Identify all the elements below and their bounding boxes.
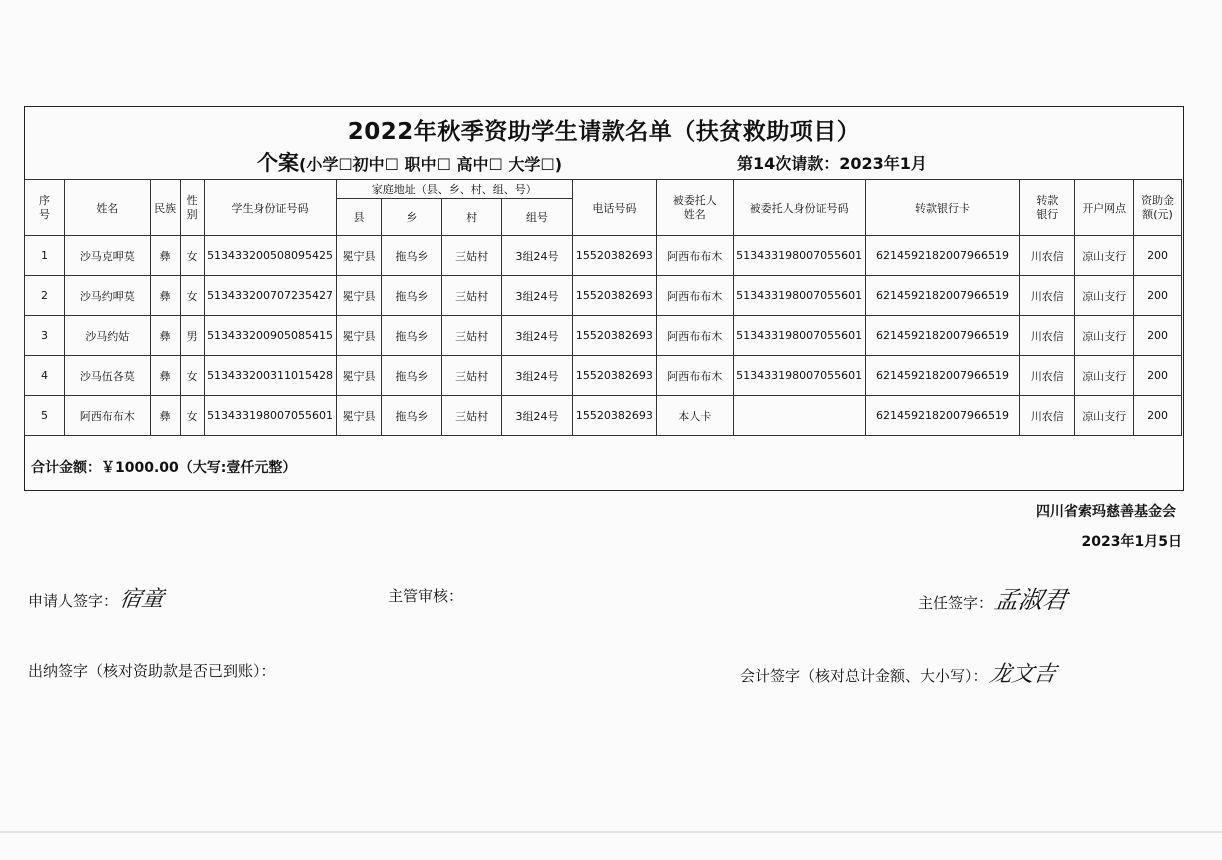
cell-trustee: 阿西布布木 — [656, 356, 733, 396]
cell-township: 拖乌乡 — [382, 276, 442, 316]
cell-bank: 川农信 — [1020, 276, 1075, 316]
supervisor-label: 主管审核： — [388, 587, 464, 605]
cell-name: 沙马克呷莫 — [64, 236, 150, 276]
header-township: 乡 — [382, 199, 442, 236]
cell-name: 沙马约呷莫 — [64, 276, 150, 316]
cell-amount: 200 — [1134, 316, 1182, 356]
header-ethnic: 民族 — [150, 180, 180, 236]
director-sign: 孟淑君 — [992, 586, 1069, 614]
cell-amount: 200 — [1134, 396, 1182, 436]
cell-seq: 2 — [25, 276, 65, 316]
cell-bank-card: 6214592182007966519 — [865, 236, 1020, 276]
cell-ethnic: 彝 — [150, 236, 180, 276]
page-bottom-rule — [0, 831, 1222, 833]
director-signature — [918, 580, 1067, 615]
cell-trustee-id — [733, 396, 865, 436]
applicant-label: 申请人签字： — [28, 592, 119, 610]
header-village: 村 — [442, 199, 502, 236]
header-trustee: 被委托人姓名 — [656, 180, 733, 236]
cell-gender: 女 — [180, 396, 204, 436]
header-amount: 资助金额(元) — [1134, 180, 1182, 236]
cell-branch: 凉山支行 — [1075, 396, 1134, 436]
cell-trustee-id: 513433198007055601 — [733, 276, 865, 316]
cell-group: 3组24号 — [502, 236, 573, 276]
cell-group: 3组24号 — [502, 316, 573, 356]
cell-phone: 15520382693 — [572, 276, 656, 316]
table-row — [25, 276, 1182, 316]
cell-trustee-id: 513433198007055601 — [733, 316, 865, 356]
cell-ethnic: 彝 — [150, 276, 180, 316]
cell-name: 沙马约姑 — [64, 316, 150, 356]
header-trustee-id: 被委托人身份证号码 — [733, 180, 865, 236]
cell-student-id: 513433200707235427 — [204, 276, 336, 316]
cell-trustee: 阿西布布木 — [656, 236, 733, 276]
cell-student-id: 513433198007055601 — [204, 396, 336, 436]
organization-name: 四川省索玛慈善基金会 — [1036, 504, 1176, 520]
cell-group: 3组24号 — [502, 356, 573, 396]
cell-branch: 凉山支行 — [1075, 316, 1134, 356]
cell-amount: 200 — [1134, 356, 1182, 396]
header-address: 家庭地址（县、乡、村、组、号） — [336, 180, 572, 199]
cell-phone: 15520382693 — [572, 236, 656, 276]
cell-bank: 川农信 — [1020, 356, 1075, 396]
cell-bank: 川农信 — [1020, 316, 1075, 356]
cell-trustee: 阿西布布木 — [656, 276, 733, 316]
cell-county: 冕宁县 — [336, 396, 382, 436]
applicant-sign: 宿童 — [117, 587, 166, 612]
cashier-signature — [28, 660, 276, 681]
cell-amount: 200 — [1134, 276, 1182, 316]
table-row — [25, 236, 1182, 276]
cell-bank-card: 6214592182007966519 — [865, 276, 1020, 316]
school-level-options: (小学☐初中☐ 职中☐ 高中☐ 大学☐) — [299, 155, 563, 174]
cell-county: 冕宁县 — [336, 356, 382, 396]
cell-village: 三姑村 — [442, 356, 502, 396]
issue-label: 第14次请款：2023年1月 — [737, 154, 927, 173]
header-student-id: 学生身份证号码 — [204, 180, 336, 236]
cell-phone: 15520382693 — [572, 396, 656, 436]
cell-seq: 4 — [25, 356, 65, 396]
form-title: 2022年秋季资助学生请款名单（扶贫救助项目） — [347, 119, 861, 145]
cell-township: 拖乌乡 — [382, 396, 442, 436]
cell-ethnic: 彝 — [150, 396, 180, 436]
accountant-label: 会计签字（核对总计金额、大小写）： — [740, 667, 988, 685]
header-name: 姓名 — [64, 180, 150, 236]
table-body — [25, 236, 1182, 436]
cell-group: 3组24号 — [502, 276, 573, 316]
cell-branch: 凉山支行 — [1075, 276, 1134, 316]
student-table — [24, 179, 1182, 436]
cell-student-id: 513433200508095425 — [204, 236, 336, 276]
cashier-label: 出纳签字（核对资助款是否已到账）： — [28, 662, 276, 680]
cell-bank: 川农信 — [1020, 236, 1075, 276]
applicant-signature — [28, 582, 164, 613]
cell-seq: 5 — [25, 396, 65, 436]
accountant-signature — [740, 657, 1056, 688]
header-phone: 电话号码 — [572, 180, 656, 236]
table-row — [25, 396, 1182, 436]
cell-student-id: 513433200311015428 — [204, 356, 336, 396]
cell-gender: 女 — [180, 276, 204, 316]
table-row — [25, 316, 1182, 356]
cell-township: 拖乌乡 — [382, 316, 442, 356]
cell-trustee: 阿西布布木 — [656, 316, 733, 356]
cell-gender: 女 — [180, 236, 204, 276]
cell-phone: 15520382693 — [572, 356, 656, 396]
cell-ethnic: 彝 — [150, 356, 180, 396]
cell-group: 3组24号 — [502, 396, 573, 436]
header-bank: 转款银行 — [1020, 180, 1075, 236]
table-row — [25, 356, 1182, 396]
header-branch: 开户网点 — [1075, 180, 1134, 236]
header-gender: 性别 — [180, 180, 204, 236]
cell-amount: 200 — [1134, 236, 1182, 276]
form-subtitle — [257, 147, 562, 177]
header-bank-card: 转款银行卡 — [865, 180, 1020, 236]
cell-bank-card: 6214592182007966519 — [865, 316, 1020, 356]
request-form — [24, 106, 1184, 491]
cell-gender: 男 — [180, 316, 204, 356]
cell-student-id: 513433200905085415 — [204, 316, 336, 356]
cell-seq: 3 — [25, 316, 65, 356]
case-label: 个案 — [257, 151, 299, 175]
cell-county: 冕宁县 — [336, 316, 382, 356]
cell-gender: 女 — [180, 356, 204, 396]
cell-trustee-id: 513433198007055601 — [733, 236, 865, 276]
cell-bank-card: 6214592182007966519 — [865, 356, 1020, 396]
cell-township: 拖乌乡 — [382, 356, 442, 396]
cell-branch: 凉山支行 — [1075, 236, 1134, 276]
header-group: 组号 — [502, 199, 573, 236]
cell-county: 冕宁县 — [336, 236, 382, 276]
accountant-sign: 龙文吉 — [987, 662, 1058, 687]
cell-phone: 15520382693 — [572, 316, 656, 356]
cell-seq: 1 — [25, 236, 65, 276]
cell-ethnic: 彝 — [150, 316, 180, 356]
header-county: 县 — [336, 199, 382, 236]
total-amount: 合计金额：￥1000.00（大写:壹仟元整） — [31, 460, 297, 476]
supervisor-review — [388, 585, 463, 606]
form-date: 2023年1月5日 — [1081, 534, 1182, 550]
cell-branch: 凉山支行 — [1075, 356, 1134, 396]
cell-village: 三姑村 — [442, 276, 502, 316]
cell-village: 三姑村 — [442, 236, 502, 276]
header-seq: 序号 — [25, 180, 65, 236]
cell-bank: 川农信 — [1020, 396, 1075, 436]
cell-trustee: 本人卡 — [656, 396, 733, 436]
cell-township: 拖乌乡 — [382, 236, 442, 276]
cell-bank-card: 6214592182007966519 — [865, 396, 1020, 436]
cell-village: 三姑村 — [442, 316, 502, 356]
director-label: 主任签字： — [918, 594, 994, 612]
cell-name: 阿西布布木 — [64, 396, 150, 436]
cell-village: 三姑村 — [442, 396, 502, 436]
cell-trustee-id: 513433198007055601 — [733, 356, 865, 396]
cell-name: 沙马伍各莫 — [64, 356, 150, 396]
cell-county: 冕宁县 — [336, 276, 382, 316]
